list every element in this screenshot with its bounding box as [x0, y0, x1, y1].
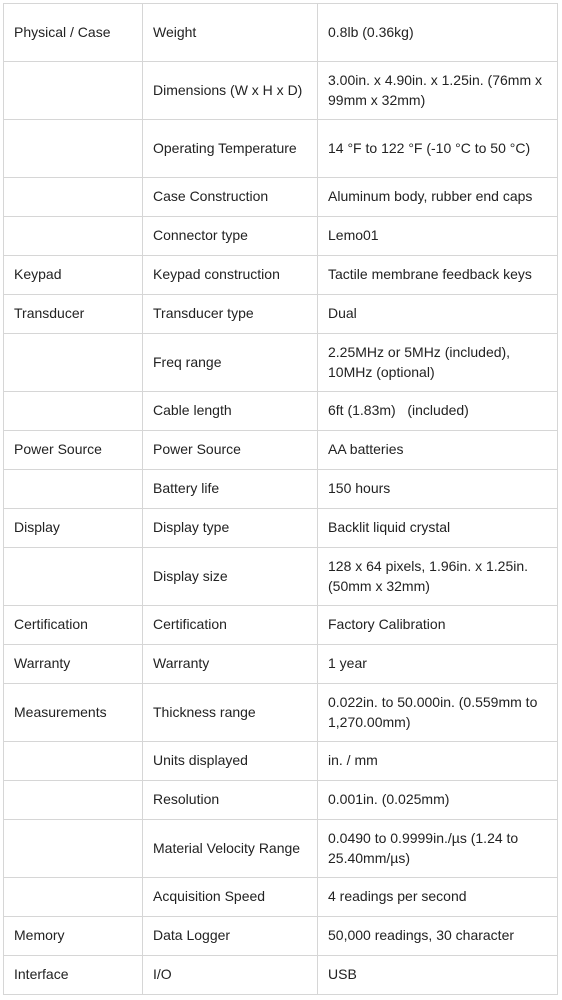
table-row [4, 334, 558, 392]
table-row [4, 295, 558, 334]
table-row [4, 217, 558, 256]
spec-value-cell: 128 x 64 pixels, 1.96in. x 1.25in. (50mm x 32mm) [318, 548, 558, 606]
spec-label-cell: Freq range [143, 334, 318, 392]
spec-value-cell: 0.001in. (0.025mm) [318, 781, 558, 820]
spec-label-cell: Battery life [143, 470, 318, 509]
spec-value-cell: 4 readings per second [318, 878, 558, 917]
table-row [4, 392, 558, 431]
section-cell [4, 217, 143, 256]
spec-value-cell: Tactile membrane feedback keys [318, 256, 558, 295]
section-cell [4, 178, 143, 217]
section-cell: Keypad [4, 256, 143, 295]
spec-value-cell: Aluminum body, rubber end caps [318, 178, 558, 217]
section-cell: Memory [4, 917, 143, 956]
spec-value-cell: 1 year [318, 645, 558, 684]
spec-value-cell: 2.25MHz or 5MHz (included), 10MHz (optional) [318, 334, 558, 392]
spec-label-cell: Resolution [143, 781, 318, 820]
spec-table [3, 3, 558, 995]
section-cell [4, 781, 143, 820]
table-row [4, 548, 558, 606]
spec-label-cell: Material Velocity Range [143, 820, 318, 878]
section-cell: Transducer [4, 295, 143, 334]
section-cell: Warranty [4, 645, 143, 684]
table-row [4, 470, 558, 509]
spec-value-cell: in. / mm [318, 742, 558, 781]
spec-value-cell: USB [318, 956, 558, 995]
spec-label-cell: Units displayed [143, 742, 318, 781]
spec-label-cell: Display size [143, 548, 318, 606]
section-cell [4, 470, 143, 509]
spec-label-cell: Operating Temperature [143, 120, 318, 178]
spec-label-cell: Thickness range [143, 684, 318, 742]
table-row [4, 178, 558, 217]
section-cell: Certification [4, 606, 143, 645]
spec-label-cell: Weight [143, 4, 318, 62]
spec-label-cell: Warranty [143, 645, 318, 684]
section-cell [4, 62, 143, 120]
spec-label-cell: Case Construction [143, 178, 318, 217]
spec-value-cell: 150 hours [318, 470, 558, 509]
section-cell: Physical / Case [4, 4, 143, 62]
spec-label-cell: Acquisition Speed [143, 878, 318, 917]
section-cell [4, 334, 143, 392]
spec-value-cell: 3.00in. x 4.90in. x 1.25in. (76mm x 99mm x 32mm) [318, 62, 558, 120]
table-row [4, 878, 558, 917]
spec-label-cell: Display type [143, 509, 318, 548]
spec-label-cell: Transducer type [143, 295, 318, 334]
table-row [4, 742, 558, 781]
spec-value-cell: 0.022in. to 50.000in. (0.559mm to 1,270.00mm) [318, 684, 558, 742]
section-cell [4, 120, 143, 178]
spec-value-cell: 0.0490 to 0.9999in./µs (1.24 to 25.40mm/µs) [318, 820, 558, 878]
section-cell [4, 878, 143, 917]
table-row [4, 4, 558, 62]
table-row [4, 431, 558, 470]
spec-label-cell: Keypad construction [143, 256, 318, 295]
spec-value-cell: 6ft (1.83m) (included) [318, 392, 558, 431]
table-row [4, 820, 558, 878]
table-row [4, 256, 558, 295]
table-row [4, 956, 558, 995]
spec-value-cell: Dual [318, 295, 558, 334]
spec-value-cell: Lemo01 [318, 217, 558, 256]
spec-value-cell: Factory Calibration [318, 606, 558, 645]
spec-label-cell: Data Logger [143, 917, 318, 956]
section-cell [4, 392, 143, 431]
spec-label-cell: Power Source [143, 431, 318, 470]
section-cell: Power Source [4, 431, 143, 470]
table-row [4, 606, 558, 645]
section-cell [4, 548, 143, 606]
spec-label-cell: Connector type [143, 217, 318, 256]
table-row [4, 781, 558, 820]
spec-label-cell: Dimensions (W x H x D) [143, 62, 318, 120]
table-row [4, 645, 558, 684]
section-cell [4, 742, 143, 781]
spec-value-cell: AA batteries [318, 431, 558, 470]
table-row [4, 509, 558, 548]
spec-value-cell: 0.8lb (0.36kg) [318, 4, 558, 62]
table-row [4, 62, 558, 120]
spec-label-cell: I/O [143, 956, 318, 995]
spec-label-cell: Certification [143, 606, 318, 645]
spec-value-cell: 50,000 readings, 30 character [318, 917, 558, 956]
spec-value-cell: 14 °F to 122 °F (-10 °C to 50 °C) [318, 120, 558, 178]
spec-value-cell: Backlit liquid crystal [318, 509, 558, 548]
table-row [4, 684, 558, 742]
section-cell [4, 820, 143, 878]
table-row [4, 120, 558, 178]
section-cell: Interface [4, 956, 143, 995]
spec-label-cell: Cable length [143, 392, 318, 431]
table-row [4, 917, 558, 956]
section-cell: Display [4, 509, 143, 548]
section-cell: Measurements [4, 684, 143, 742]
